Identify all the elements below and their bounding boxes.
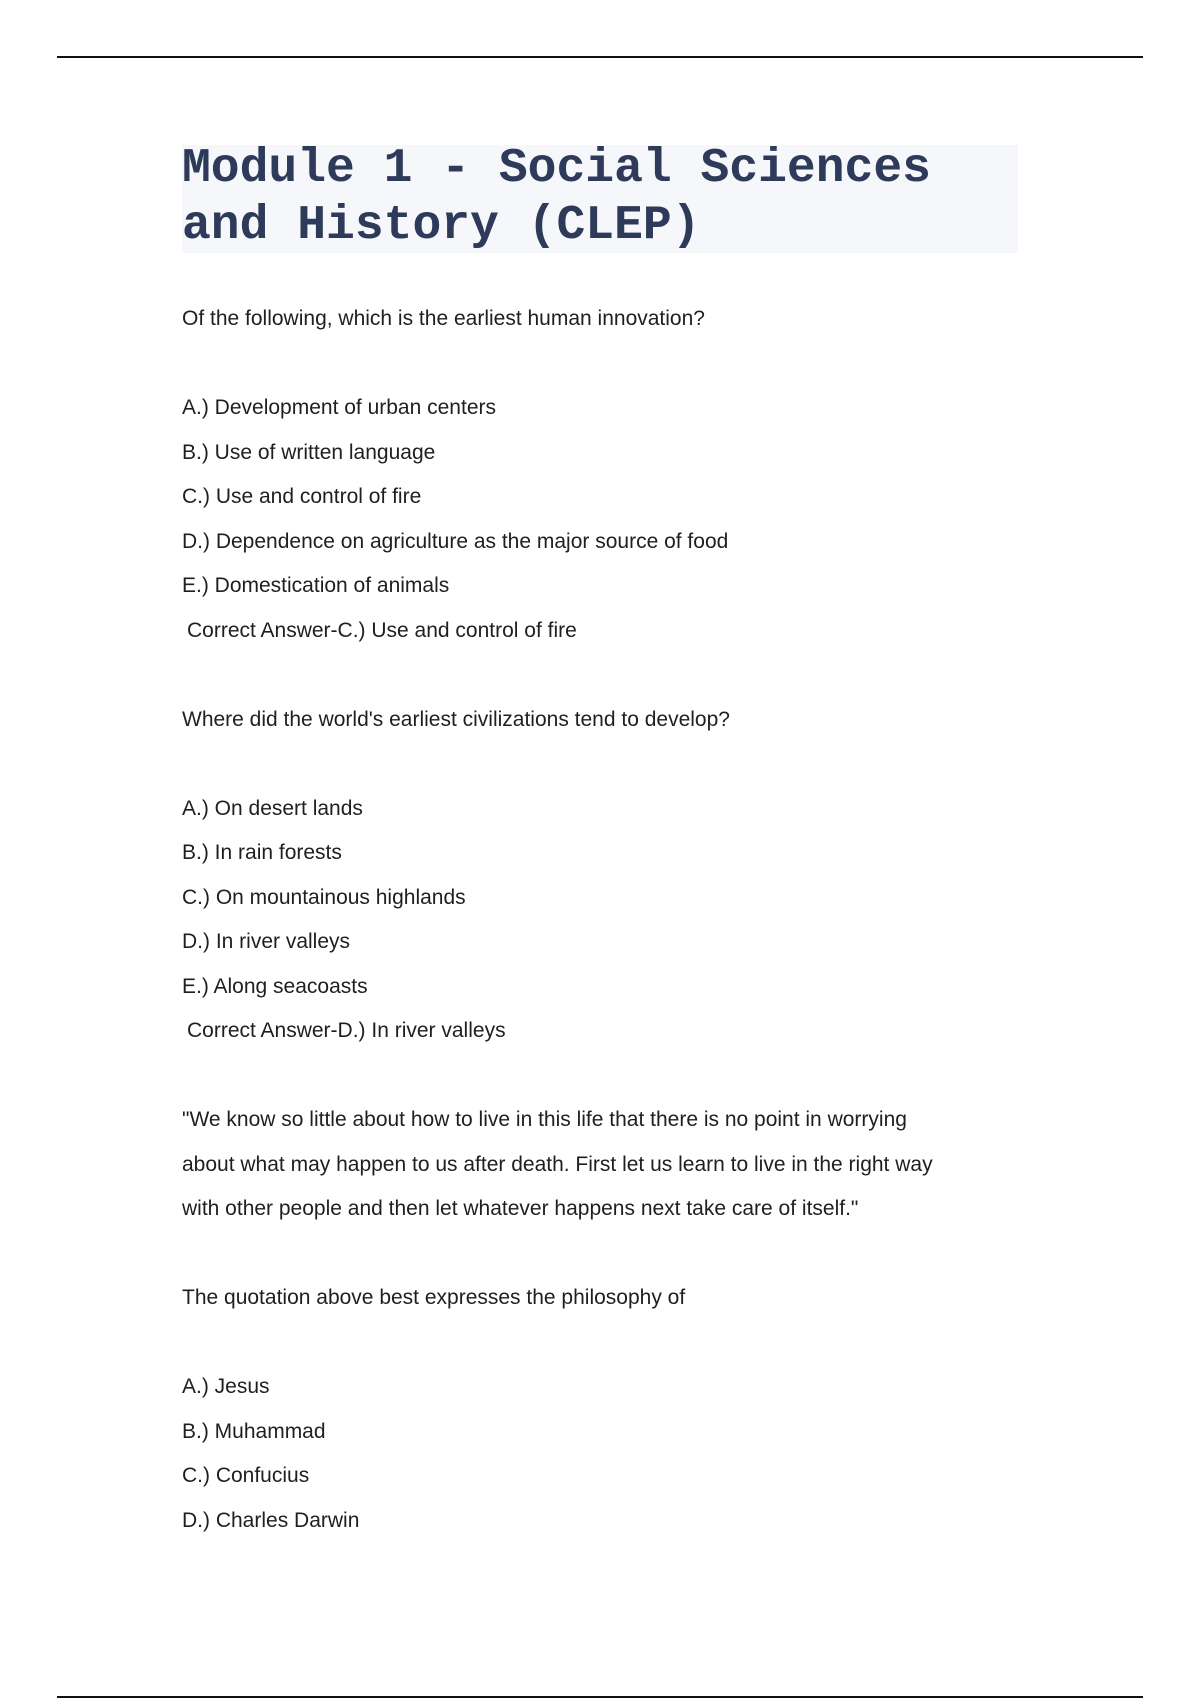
option-d: D.) Charles Darwin xyxy=(182,1508,360,1532)
document-body xyxy=(182,142,1042,1543)
option-b: B.) Use of written language xyxy=(182,440,436,464)
correct-answer: Correct Answer-C.) Use and control of fire xyxy=(187,618,577,642)
option-a: A.) Jesus xyxy=(182,1375,270,1398)
title-banner xyxy=(182,142,1018,253)
question-2 xyxy=(182,698,1042,1099)
option-d: D.) Dependence on agriculture as the major source of food xyxy=(182,529,729,553)
question-3 xyxy=(182,1098,1042,1543)
top-rule xyxy=(57,56,1143,58)
option-a: A.) On desert lands xyxy=(182,796,363,820)
option-b: B.) Muhammad xyxy=(182,1419,326,1443)
option-c: C.) Use and control of fire xyxy=(182,485,422,508)
quote-line-2: about what may happen to us after death. First let us learn to live in the right way xyxy=(182,1152,933,1176)
option-c: C.) Confucius xyxy=(182,1464,310,1487)
bottom-rule xyxy=(57,1696,1143,1698)
quote-line-1: "We know so little about how to live in this life that there is no point in worrying xyxy=(182,1108,907,1131)
question-1 xyxy=(182,297,1042,698)
option-c: C.) On mountainous highlands xyxy=(182,885,466,909)
option-b: B.) In rain forests xyxy=(182,841,342,864)
page-title: Module 1 - Social Sciences and History (CLEP) xyxy=(182,142,931,253)
quote-line-3: with other people and then let whatever happens next take care of itself." xyxy=(182,1197,859,1220)
question-prompt: Where did the world's earliest civilizations tend to develop? xyxy=(182,707,730,731)
option-a: A.) Development of urban centers xyxy=(182,396,496,419)
option-e: E.) Domestication of animals xyxy=(182,574,450,597)
question-prompt: Of the following, which is the earliest human innovation? xyxy=(182,307,705,330)
question-prompt: The quotation above best expresses the philosophy of xyxy=(182,1286,686,1309)
option-e: E.) Along seacoasts xyxy=(182,974,368,998)
correct-answer: Correct Answer-D.) In river valleys xyxy=(187,1019,506,1042)
option-d: D.) In river valleys xyxy=(182,930,351,953)
